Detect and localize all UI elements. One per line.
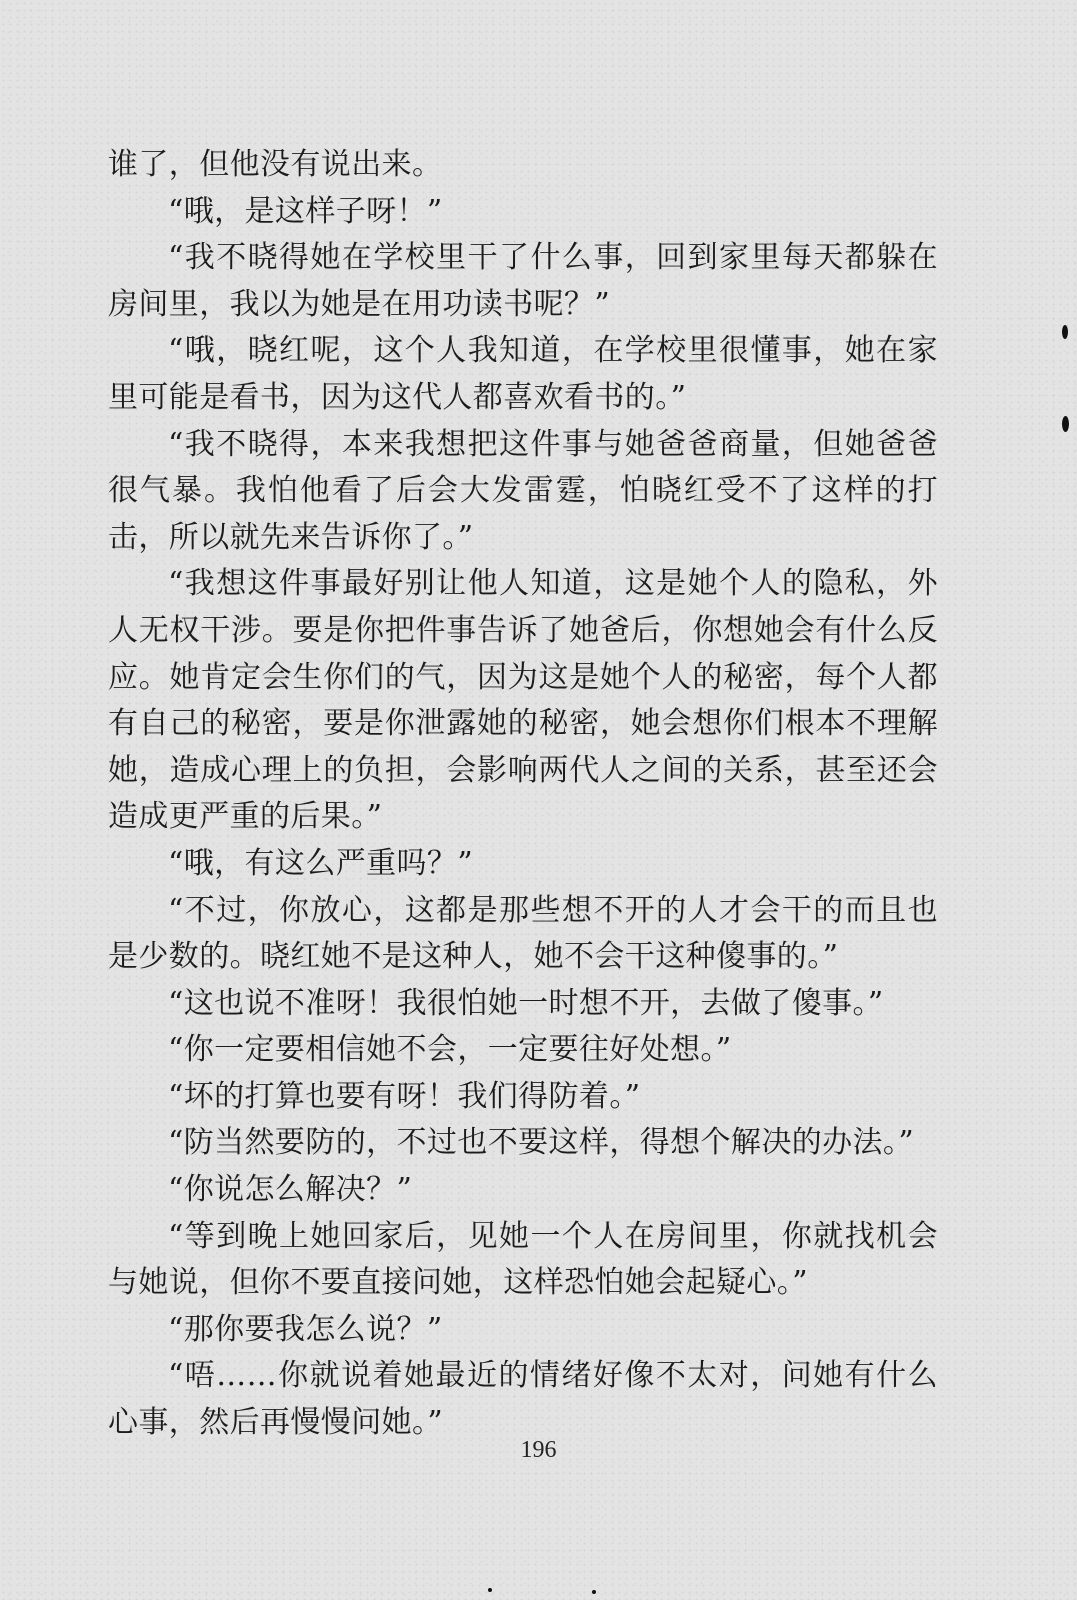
scan-speck [1062,416,1069,432]
paragraph: “我想这件事最好别让他人知道，这是她个人的隐私，外人无权干涉。要是你把件事告诉了她爸后，你想她会有什么反应。她肯定会生你们的气，因为这是她个人的秘密，每个人都有自己的秘密，要是你泄露她的秘密，她会想你们根本不理解她，造成心理上的负担，会影响两代人之间的关系，甚至还会造成更严重的后果。” [108,566,938,835]
paragraph: “我不晓得，本来我想把这件事与她爸爸商量，但她爸爸很气暴。我怕他看了后会大发雷霆，怕晓红受不了这样的打击，所以就先来告诉你了。” [108,426,938,555]
scan-speck [592,1590,596,1594]
paragraph: “唔……你就说着她最近的情绪好像不太对，问她有什么心事，然后再慢慢问她。” [108,1358,938,1441]
paragraph: “等到晚上她回家后，见她一个人在房间里，你就找机会与她说，但你不要直接问她，这样恐怕她会起疑心。” [108,1218,938,1301]
paragraph: 谁了，但他没有说出来。 [108,147,443,182]
paragraph: “你一定要相信她不会，一定要往好处想。” [168,1032,732,1068]
scan-speck [1062,325,1068,339]
paragraph: “防当然要防的，不过也不要这样，得想个解决的办法。” [168,1125,915,1161]
page-number: 196 [520,1437,557,1463]
paragraph: “那你要我怎么说？” [168,1311,443,1347]
paragraph: “这也说不准呀！我很怕她一时想不开，去做了傻事。” [168,985,884,1021]
body-text [108,142,938,1447]
paragraph: “哦，有这么严重吗？” [168,845,474,881]
paragraph: “不过，你放心，这都是那些想不开的人才会干的而且也是少数的。晓红她不是这种人，她不会干这种傻事的。” [108,892,938,975]
paragraph: “我不晓得她在学校里干了什么事，回到家里每天都躲在房间里，我以为她是在用功读书呢？” [108,240,938,322]
scan-speck [488,1588,492,1592]
paragraph: “哦，是这样子呀！” [168,193,443,229]
paragraph: “坏的打算也要有呀！我们得防着。” [168,1078,641,1114]
paragraph: “哦，晓红呢，这个人我知道，在学校里很懂事，她在家里可能是看书，因为这代人都喜欢看书的。” [108,333,938,415]
paragraph: “你说怎么解决？” [168,1172,413,1208]
